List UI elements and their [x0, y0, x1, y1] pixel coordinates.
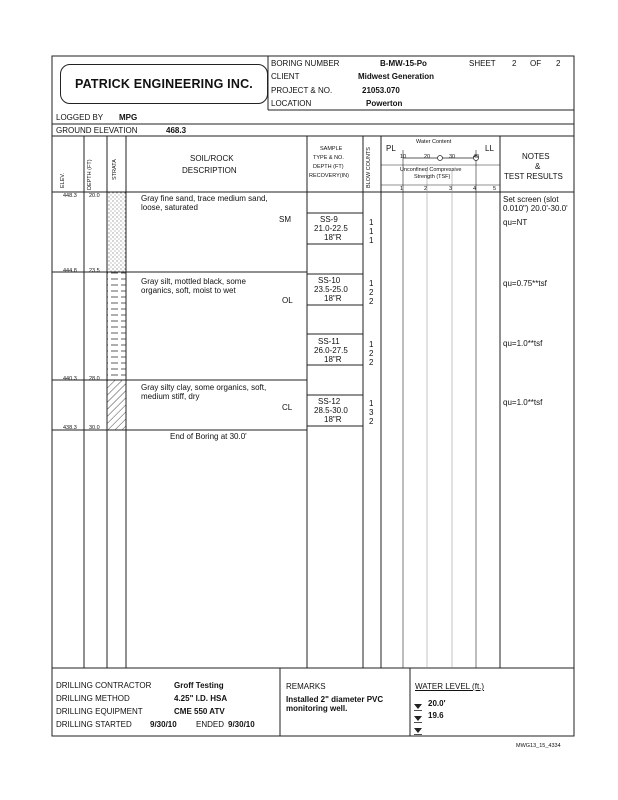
blow-count: 1	[369, 218, 374, 227]
ucs-label-1: Unconfined Compressive	[400, 167, 462, 173]
water-level-label: WATER LEVEL (ft.)	[415, 682, 485, 691]
blow-count: 2	[369, 297, 374, 306]
layer-description: medium stiff, dry	[141, 392, 200, 401]
boring-number-label: BORING NUMBER	[271, 59, 340, 68]
uscs-symbol: SM	[279, 215, 291, 224]
blow-count: 2	[369, 288, 374, 297]
project-number: 21053.070	[362, 86, 400, 95]
ucs-tick-5: 5	[493, 186, 497, 192]
sheet-total: 2	[556, 59, 561, 68]
of-label: OF	[530, 59, 542, 68]
client-value: Midwest Generation	[358, 72, 435, 81]
col-test-results: TEST RESULTS	[504, 172, 563, 181]
depth-value: 23.5	[89, 268, 100, 274]
started-value: 9/30/10	[150, 720, 177, 729]
water-level-1: 20.0'	[428, 699, 446, 708]
depth-value: 28.0	[89, 376, 100, 382]
sample-number: SS-10	[318, 276, 341, 285]
blow-count: 1	[369, 399, 374, 408]
sample-recovery: 18"R	[324, 355, 342, 364]
sample-depth: 28.5-30.0	[314, 406, 348, 415]
sample-number: SS-11	[318, 337, 340, 346]
contractor-label: DRILLING CONTRACTOR	[56, 681, 152, 690]
sample-depth: 26.0-27.5	[314, 346, 348, 355]
col-elev: ELEV.	[60, 172, 66, 188]
remarks-text: monitoring well.	[286, 704, 348, 713]
col-notes: NOTES	[522, 152, 550, 161]
elev-value: 448.3	[63, 193, 77, 199]
ucs-tick-1: 1	[400, 186, 404, 192]
col-pl: PL	[386, 144, 396, 153]
project-label: PROJECT & NO.	[271, 86, 333, 95]
ended-value: 9/30/10	[228, 720, 255, 729]
col-ll: LL	[485, 144, 494, 153]
sheet-number: 2	[512, 59, 517, 68]
depth-value: 20.0	[89, 193, 100, 199]
client-label: CLIENT	[271, 72, 300, 81]
logged-by-value: MPG	[119, 113, 138, 122]
elev-value: 440.3	[63, 376, 77, 382]
wc-tick-10: 10	[400, 154, 407, 160]
sample-recovery: 18"R	[324, 294, 342, 303]
elev-value: 438.3	[63, 425, 77, 431]
wc-tick-20: 20	[424, 154, 431, 160]
blow-count: 2	[369, 349, 374, 358]
col-soil-title: SOIL/ROCK	[190, 154, 234, 163]
remarks-text: Installed 2" diameter PVC	[286, 695, 384, 704]
col-strata: STRATA	[112, 159, 118, 180]
note-text: qu=NT	[503, 218, 528, 227]
col-soil-desc: DESCRIPTION	[182, 166, 237, 175]
wc-tick-40: 40	[473, 154, 480, 160]
logged-by-label: LOGGED BY	[56, 113, 104, 122]
ground-elevation-value: 468.3	[166, 126, 187, 135]
contractor-value: Groff Testing	[174, 681, 224, 690]
col-notes-amp: &	[535, 162, 541, 171]
depth-value: 30.0	[89, 425, 100, 431]
location-value: Powerton	[366, 99, 403, 108]
sample-number: SS-9	[320, 215, 338, 224]
note-text: qu=0.75**tsf	[503, 279, 547, 288]
ucs-tick-3: 3	[449, 186, 453, 192]
method-label: DRILLING METHOD	[56, 694, 130, 703]
company-logo: PATRICK ENGINEERING INC.	[60, 64, 268, 104]
water-level-2: 19.6	[428, 711, 444, 720]
blow-count: 1	[369, 279, 374, 288]
uscs-symbol: CL	[282, 403, 293, 412]
equipment-value: CME 550 ATV	[174, 707, 225, 716]
location-label: LOCATION	[271, 99, 312, 108]
blow-count: 1	[369, 227, 374, 236]
started-label: DRILLING STARTED	[56, 720, 132, 729]
sheet-label: SHEET	[469, 59, 496, 68]
blow-count: 1	[369, 340, 374, 349]
sample-depth: 23.5-25.0	[314, 285, 348, 294]
sample-number: SS-12	[318, 397, 341, 406]
note-text: Set screen (slot	[503, 195, 559, 204]
layer-description: Gray silty clay, some organics, soft,	[141, 383, 267, 392]
blow-count: 2	[369, 417, 374, 426]
note-text: qu=1.0**tsf	[503, 398, 543, 407]
ucs-tick-4: 4	[473, 186, 477, 192]
note-text: qu=1.0**tsf	[503, 339, 543, 348]
layer-description: organics, soft, moist to wet	[141, 286, 236, 295]
blow-count: 3	[369, 408, 374, 417]
remarks-label: REMARKS	[286, 682, 326, 691]
page-id: MWG13_15_4334	[516, 743, 561, 749]
col-sample-l1: SAMPLE	[320, 146, 343, 152]
end-of-boring: End of Boring at 30.0'	[170, 432, 247, 441]
uscs-symbol: OL	[282, 296, 293, 305]
blow-count: 2	[369, 358, 374, 367]
col-blow-counts: BLOW COUNTS	[366, 147, 372, 188]
note-text: 0.010") 20.0'-30.0'	[503, 204, 568, 213]
col-water-content: Water Content	[416, 139, 452, 145]
boring-number: B-MW-15-Po	[380, 59, 427, 68]
equipment-label: DRILLING EQUIPMENT	[56, 707, 143, 716]
ucs-tick-2: 2	[424, 186, 428, 192]
layer-description: loose, saturated	[141, 203, 198, 212]
ended-label: ENDED	[196, 720, 225, 729]
sample-recovery: 18"R	[324, 233, 342, 242]
col-depth: DEPTH (FT)	[87, 159, 93, 190]
col-sample-l2: TYPE & NO.	[313, 155, 344, 161]
col-sample-l4: RECOVERY(IN)	[309, 173, 349, 179]
ucs-label-2: Strength (TSF)	[414, 174, 451, 180]
elev-value: 444.8	[63, 268, 77, 274]
layer-description: Gray fine sand, trace medium sand,	[141, 194, 268, 203]
sample-depth: 21.0-22.5	[314, 224, 348, 233]
wc-tick-30: 30	[449, 154, 456, 160]
col-sample-l3: DEPTH (FT)	[313, 164, 344, 170]
method-value: 4.25" I.D. HSA	[174, 694, 228, 703]
blow-count: 1	[369, 236, 374, 245]
sample-recovery: 18"R	[324, 415, 342, 424]
layer-description: Gray silt, mottled black, some	[141, 277, 246, 286]
ground-elevation-label: GROUND ELEVATION	[56, 126, 138, 135]
